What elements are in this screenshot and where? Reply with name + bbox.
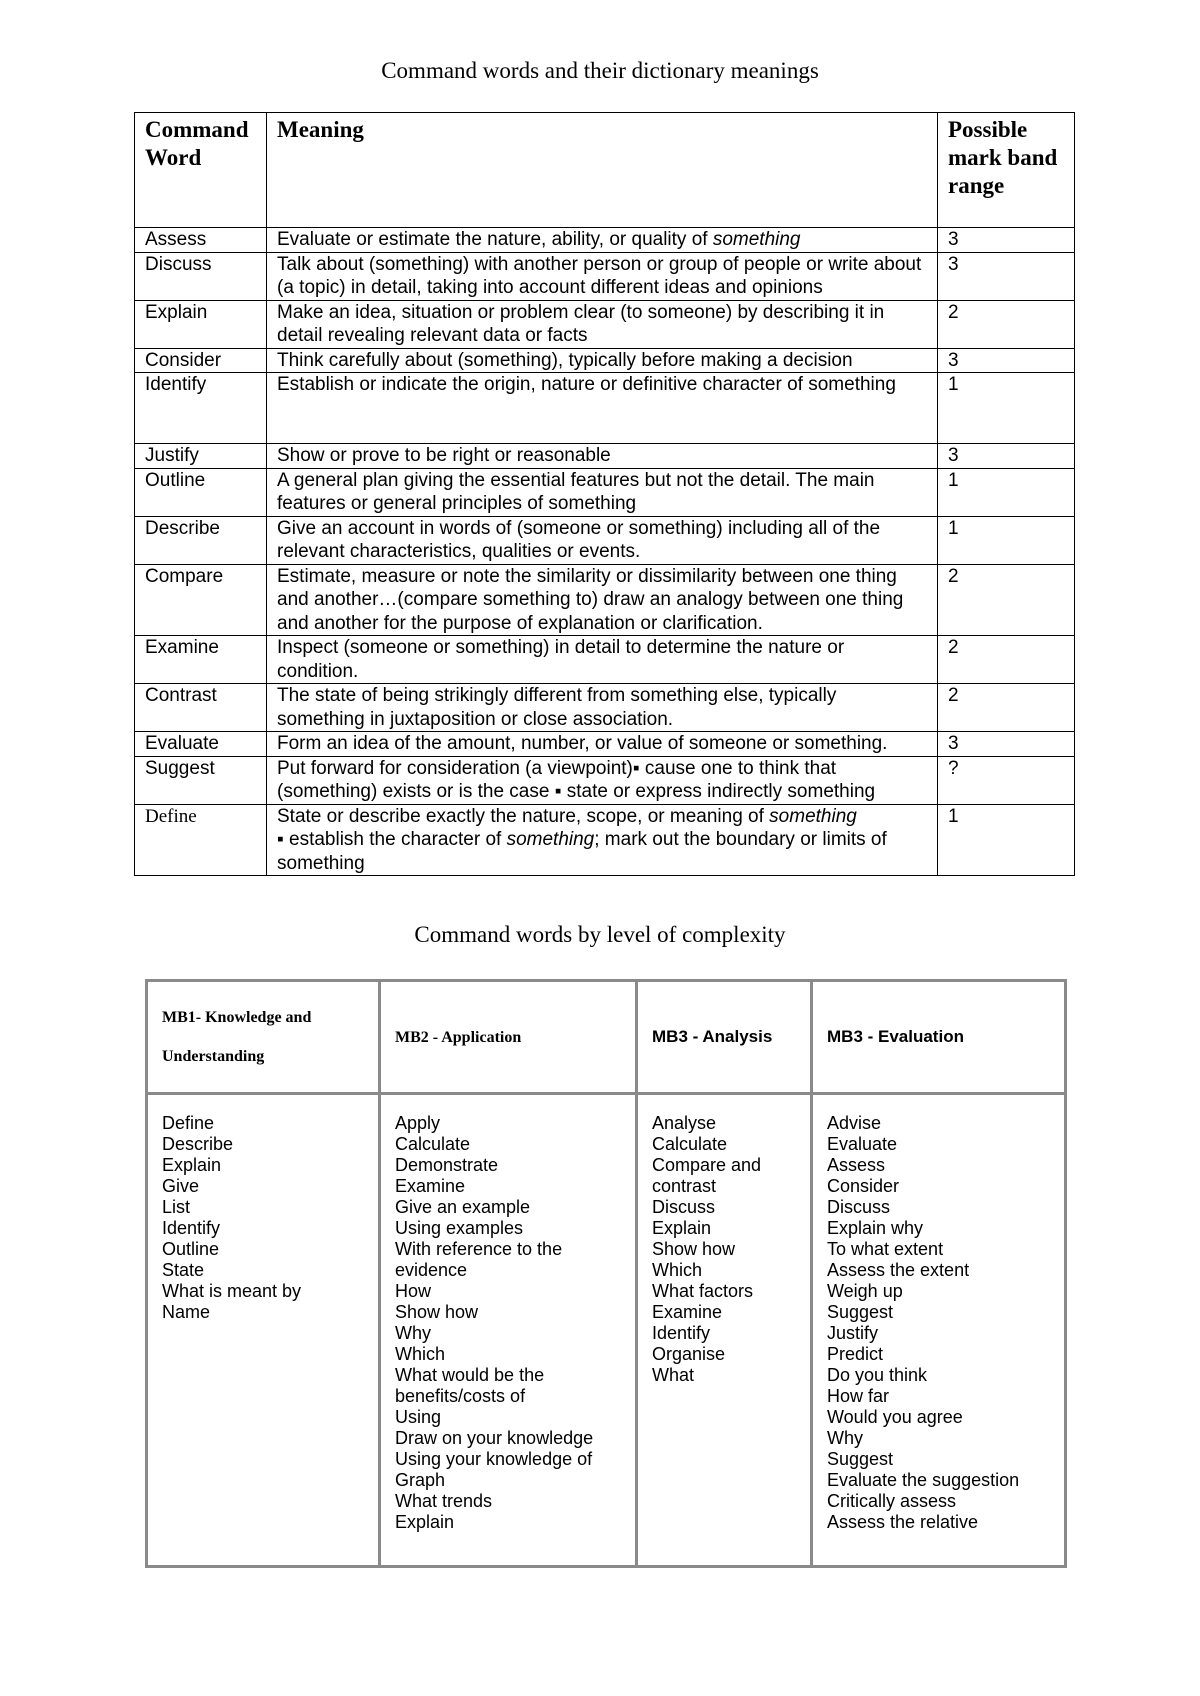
list-item: Explain (162, 1155, 222, 1175)
meaning: Evaluate or estimate the nature, ability, or quality of something (267, 228, 938, 253)
list-item: Why (827, 1428, 863, 1448)
list-item: Analyse (652, 1113, 717, 1133)
list-item: Calculate (652, 1134, 728, 1154)
command-word: Suggest (135, 756, 267, 804)
list-item: Draw on your knowledge (395, 1428, 594, 1448)
list-item: Define (162, 1113, 215, 1133)
list-item: Critically assess (827, 1491, 957, 1511)
header-mark-band: Possible mark band range (938, 113, 1075, 228)
list-item: Assess the relative (827, 1512, 979, 1532)
list-item: Show how (652, 1239, 736, 1259)
list-item: Using examples (395, 1218, 524, 1238)
list-item: Explain (395, 1512, 455, 1532)
meaning: Inspect (someone or something) in detail to determine the nature or condition. (267, 636, 938, 684)
command-word: Explain (135, 300, 267, 348)
header-command-word: Command Word (135, 113, 267, 228)
list-item: Outline (162, 1239, 220, 1259)
mark-band: 3 (938, 732, 1075, 757)
table-row (135, 252, 1075, 300)
list-item: Do you think (827, 1365, 928, 1385)
mark-band: 1 (938, 468, 1075, 516)
header-mb1: MB1- Knowledge and Understanding (147, 981, 380, 1094)
meaning: Make an idea, situation or problem clear (to someone) by describing it in detail revealing relevant data or facts (267, 300, 938, 348)
command-word: Identify (135, 373, 267, 444)
meaning: Think carefully about (something), typically before making a decision (267, 348, 938, 373)
list-item: Which (652, 1260, 703, 1280)
header-meaning: Meaning (267, 113, 938, 228)
command-word: Discuss (135, 252, 267, 300)
mb1-word-list (147, 1094, 380, 1567)
mb3-evaluation-word-list (812, 1094, 1066, 1567)
list-item: Justify (827, 1323, 879, 1343)
command-word: Evaluate (135, 732, 267, 757)
table-row (135, 516, 1075, 564)
list-item: Using (395, 1407, 442, 1427)
mark-band: 2 (938, 300, 1075, 348)
command-word: Define (135, 804, 267, 876)
list-item: Assess the extent (827, 1260, 970, 1280)
mark-band: 3 (938, 348, 1075, 373)
table-row (135, 300, 1075, 348)
meaning: Put forward for consideration (a viewpoint)▪ cause one to think that (something) exists or is the case ▪ state or express indirectly something (267, 756, 938, 804)
list-item: Which (395, 1344, 446, 1364)
list-item: Suggest (827, 1449, 894, 1469)
command-word: Consider (135, 348, 267, 373)
meaning: Establish or indicate the origin, nature or definitive character of something (267, 373, 938, 444)
list-item: Identify (162, 1218, 221, 1238)
complexity-header-row (147, 981, 1066, 1094)
list-item: Compare and contrast (652, 1155, 762, 1196)
mark-band: 3 (938, 228, 1075, 253)
table-row (135, 804, 1075, 876)
list-item: Consider (827, 1176, 900, 1196)
table-row (135, 636, 1075, 684)
table-row (135, 684, 1075, 732)
list-item: Predict (827, 1344, 884, 1364)
list-item: Give an example (395, 1197, 531, 1217)
page-title-complexity: Command words by level of complexity (414, 922, 786, 947)
table-row (135, 732, 1075, 757)
mark-band: ? (938, 756, 1075, 804)
list-item: Discuss (827, 1197, 891, 1217)
command-word: Assess (135, 228, 267, 253)
table-row (135, 444, 1075, 469)
list-item: State (162, 1260, 205, 1280)
command-meanings-table (134, 112, 1075, 876)
list-item: Identify (652, 1323, 711, 1343)
list-item: What factors (652, 1281, 754, 1301)
list-item: With reference to the evidence (395, 1239, 563, 1280)
list-item: Give (162, 1176, 200, 1196)
header-mb2: MB2 - Application (380, 981, 637, 1094)
list-item: Name (162, 1302, 211, 1322)
list-item: What would be the benefits/costs of (395, 1365, 545, 1406)
complexity-body-row (147, 1094, 1066, 1567)
mark-band: 2 (938, 684, 1075, 732)
meaning: Give an account in words of (someone or something) including all of the relevant characteristics, qualities or events. (267, 516, 938, 564)
list-item: Describe (162, 1134, 234, 1154)
page-title-meanings: Command words and their dictionary meanings (381, 58, 819, 83)
list-item: Assess (827, 1155, 886, 1175)
list-item: How far (827, 1386, 890, 1406)
list-item: Graph (395, 1470, 446, 1490)
list-item: What is meant by (162, 1281, 302, 1301)
meaning: Show or prove to be right or reasonable (267, 444, 938, 469)
table-row (135, 228, 1075, 253)
list-item: What (652, 1365, 695, 1385)
list-item: Organise (652, 1344, 726, 1364)
mb3-analysis-word-list (637, 1094, 812, 1567)
meaning: Talk about (something) with another person or group of people or write about (a topic) in detail, taking into account different ideas and opinions (267, 252, 938, 300)
list-item: What trends (395, 1491, 493, 1511)
meaning: Estimate, measure or note the similarity or dissimilarity between one thing and another…(compare something to) draw an analogy between one thing and another for the purpose of explanation or clarification. (267, 564, 938, 636)
mark-band: 3 (938, 444, 1075, 469)
table-row (135, 373, 1075, 444)
mark-band: 2 (938, 564, 1075, 636)
list-item: Using your knowledge of (395, 1449, 593, 1469)
list-item: Calculate (395, 1134, 471, 1154)
list-item: How (395, 1281, 432, 1301)
table-row (135, 564, 1075, 636)
list-item: Evaluate (827, 1134, 898, 1154)
list-item: Explain why (827, 1218, 924, 1238)
table-row (135, 348, 1075, 373)
table-header-row (135, 113, 1075, 228)
list-item: Explain (652, 1218, 712, 1238)
list-item: Why (395, 1323, 431, 1343)
list-item: Suggest (827, 1302, 894, 1322)
command-word: Contrast (135, 684, 267, 732)
meaning: The state of being strikingly different from something else, typically something in juxtaposition or close association. (267, 684, 938, 732)
mark-band: 3 (938, 252, 1075, 300)
mark-band: 2 (938, 636, 1075, 684)
list-item: Weigh up (827, 1281, 903, 1301)
command-word: Compare (135, 564, 267, 636)
list-item: To what extent (827, 1239, 944, 1259)
command-word: Describe (135, 516, 267, 564)
list-item: Evaluate the suggestion (827, 1470, 1020, 1490)
header-mb3-analysis: MB3 - Analysis (637, 981, 812, 1094)
list-item: Demonstrate (395, 1155, 499, 1175)
meaning: Form an idea of the amount, number, or value of someone or something. (267, 732, 938, 757)
command-word: Examine (135, 636, 267, 684)
list-item: Discuss (652, 1197, 716, 1217)
list-item: Examine (652, 1302, 723, 1322)
list-item: Advise (827, 1113, 882, 1133)
meaning: A general plan giving the essential features but not the detail. The main features or general principles of something (267, 468, 938, 516)
table-row (135, 756, 1075, 804)
complexity-table (145, 979, 1067, 1568)
mark-band: 1 (938, 516, 1075, 564)
table-row (135, 468, 1075, 516)
command-word: Justify (135, 444, 267, 469)
mark-band: 1 (938, 373, 1075, 444)
mark-band: 1 (938, 804, 1075, 876)
mb2-word-list (380, 1094, 637, 1567)
list-item: Apply (395, 1113, 441, 1133)
list-item: Would you agree (827, 1407, 963, 1427)
list-item: Show how (395, 1302, 479, 1322)
list-item: List (162, 1197, 191, 1217)
meaning: State or describe exactly the nature, scope, or meaning of something ▪ establish the character of something; mark out the boundary or limits of something (267, 804, 938, 876)
header-mb3-evaluation: MB3 - Evaluation (812, 981, 1066, 1094)
list-item: Examine (395, 1176, 466, 1196)
command-word: Outline (135, 468, 267, 516)
